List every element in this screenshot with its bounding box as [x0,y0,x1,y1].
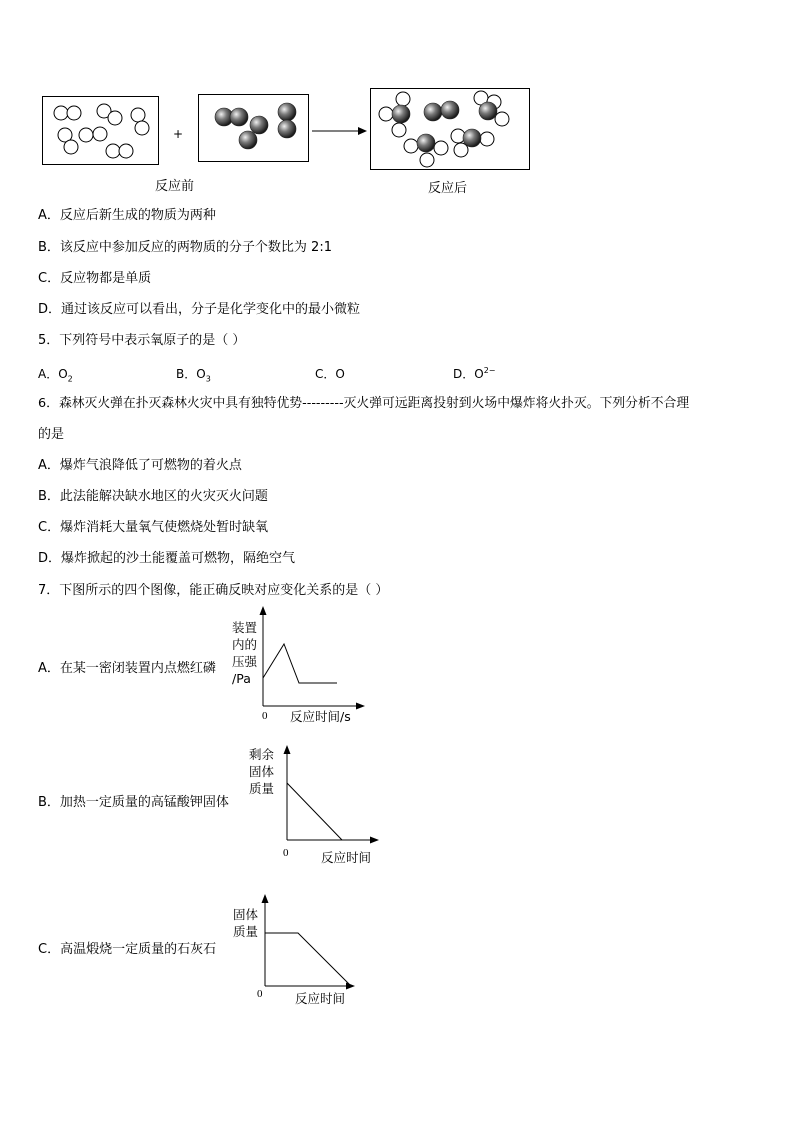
q5-option-d [453,365,495,382]
gray-atom [239,131,257,149]
q5-option-a-sub: 2 [67,374,73,384]
white-atom [119,144,133,158]
gray-atom [278,103,296,121]
q5-option-d-label: D．O [453,367,484,381]
white-atom [106,144,120,158]
white-atom [420,153,434,167]
q6-stem-line2: 的是 [38,427,65,442]
caption-after: 反应后 [428,181,468,196]
white-atom [392,123,406,137]
graph-a-ylabel-line2: 内的 [232,637,258,652]
q5-option-c: C．O [315,367,345,381]
graph-a-ylabel [232,619,257,687]
graph-c-ylabel-line1: 固体 [233,907,259,922]
q6-option-d: D．爆炸掀起的沙土能覆盖可燃物，隔绝空气 [38,551,296,566]
graph-c-ylabel [233,906,258,940]
white-atom [67,106,81,120]
q6-option-c: C．爆炸消耗大量氧气使燃烧处暂时缺氧 [38,520,269,535]
white-atom [54,106,68,120]
white-atom [396,92,410,106]
graph-b-ylabel [249,746,274,797]
gray-atom [479,102,497,120]
gray-atom [392,105,410,123]
white-atom [108,111,122,125]
gray-atom [463,129,481,147]
white-atom [379,107,393,121]
gray-atom [278,120,296,138]
graph-a-origin: 0 [262,710,268,722]
q5-option-b [176,365,211,383]
white-atom [131,108,145,122]
before-box-1-atoms [42,96,159,165]
graph-a-ylabel-line3: 压强 [232,654,258,669]
graph-a-ylabel-line4: /Pa [232,671,251,686]
graph-b-axes [282,740,382,844]
graph-b-curve [287,783,342,840]
graph-c-origin: 0 [257,988,263,1000]
graph-a-ylabel-line1: 装置 [232,620,258,635]
graph-b-ylabel-line3: 质量 [249,781,275,796]
white-atom [480,132,494,146]
graph-c-axes [260,890,360,990]
q4-option-b: B．该反应中参加反应的两物质的分子个数比为 2:1 [38,240,332,255]
graph-c-curve [265,933,351,986]
white-atom [64,140,78,154]
graph-a-curve [263,644,337,683]
gray-atom [441,101,459,119]
gray-atom [250,116,268,134]
gray-atom [230,108,248,126]
white-atom [79,128,93,142]
graph-c-ylabel-line2: 质量 [233,924,259,939]
white-atom [93,127,107,141]
q6-option-b: B．此法能解决缺水地区的火灾灭火问题 [38,489,268,504]
reaction-arrow [312,124,368,138]
q4-option-a: A．反应后新生成的物质为两种 [38,208,216,223]
q7-option-a: A．在某一密闭装置内点燃红磷 [38,661,216,676]
gray-atom [417,134,435,152]
white-atom [434,141,448,155]
graph-a-axes [258,604,368,708]
q5-stem: 5．下列符号中表示氧原子的是（ ） [38,333,246,348]
q5-option-a-label: A．O [38,367,68,381]
q5-option-b-sub: 3 [205,374,211,384]
white-atom [454,143,468,157]
graph-a-xlabel: 反应时间/s [290,709,351,724]
white-atom [451,129,465,143]
q4-option-c: C．反应物都是单质 [38,271,152,286]
after-box-atoms [370,88,530,170]
caption-before: 反应前 [155,179,195,194]
graph-b-origin: 0 [283,847,289,859]
q6-option-a: A．爆炸气浪降低了可燃物的着火点 [38,458,242,473]
q4-option-d: D．通过该反应可以看出，分子是化学变化中的最小微粒 [38,302,361,317]
q5-option-d-sup: 2− [483,366,496,375]
plus-sign: + [173,127,184,141]
q6-stem-line1: 6．森林灭火弹在扑灭森林火灾中具有独特优势---------灭火弹可远距离投射到火场中爆炸将火扑灭。下列分析不合理 [38,396,690,411]
q7-stem: 7．下图所示的四个图像，能正确反映对应变化关系的是（ ） [38,583,389,598]
q5-option-b-label: B．O [176,367,206,381]
graph-b-ylabel-line1: 剩余 [249,747,275,762]
before-box-2-atoms [198,94,309,162]
graph-b-xlabel: 反应时间 [321,850,372,865]
gray-atom [424,103,442,121]
white-atom [404,139,418,153]
q5-option-a [38,365,73,383]
q7-option-c: C．高温煅烧一定质量的石灰石 [38,942,217,957]
white-atom [495,112,509,126]
white-atom [135,121,149,135]
q7-option-b: B．加热一定质量的高锰酸钾固体 [38,795,229,810]
graph-b-ylabel-line2: 固体 [249,764,275,779]
graph-c-xlabel: 反应时间 [295,991,346,1006]
